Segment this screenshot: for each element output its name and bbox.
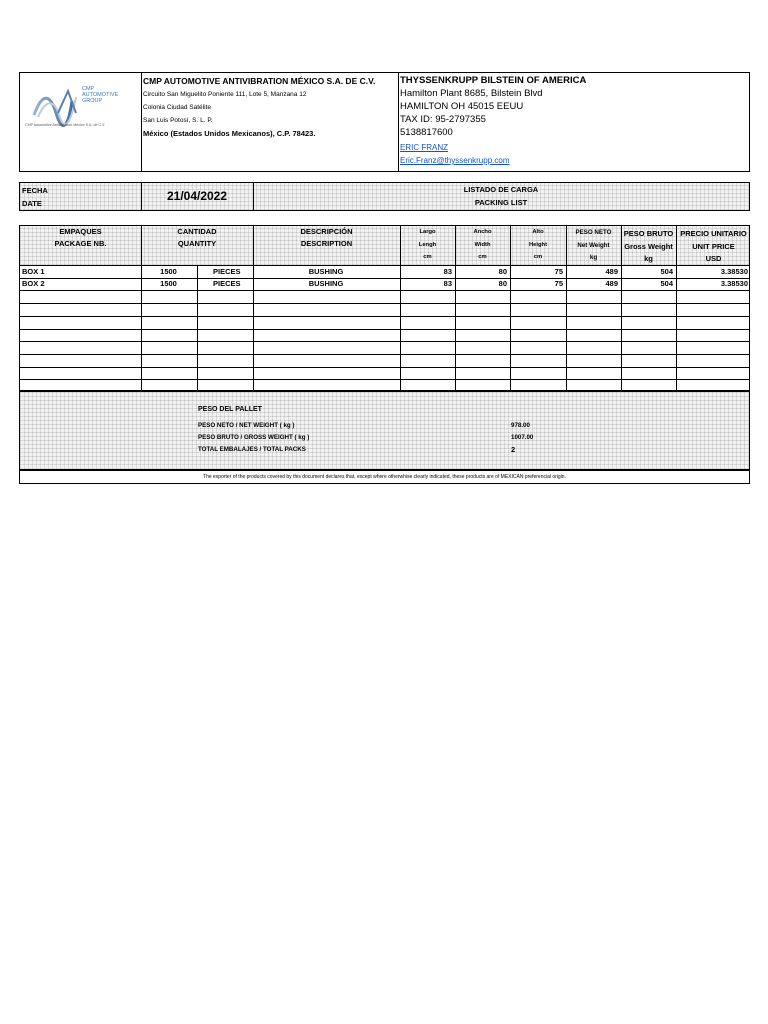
receiver-phone: 5138817600 [400, 127, 453, 138]
date-value [141, 183, 254, 210]
cell-net: 489 [605, 266, 618, 276]
column-header-text: CANTIDAD [177, 227, 217, 236]
date-label-es: FECHA [22, 186, 48, 195]
column-header [253, 226, 400, 265]
column-header-text: kg [589, 254, 598, 261]
date-label-en: DATE [22, 199, 42, 208]
totals-title: PESO DEL PALLET [198, 406, 262, 413]
cell-price: 3.38530 [720, 266, 748, 276]
cell-unit: PIECES [213, 266, 241, 276]
column-header-text: PESO BRUTO [623, 229, 674, 238]
receiver-address [398, 73, 749, 171]
column-header-text: Width [474, 241, 491, 248]
row-divider [20, 354, 749, 355]
column-header [676, 226, 751, 265]
cell-length: 83 [443, 279, 452, 289]
column-header-text: DESCRIPCIÓN [300, 227, 353, 236]
header-block [19, 72, 750, 172]
column-header-text: PRECIO UNITARIO [680, 229, 747, 238]
cell-width: 80 [498, 279, 507, 289]
row-divider [20, 367, 749, 368]
cell-height: 75 [554, 266, 563, 276]
column-header-text: cm [478, 254, 487, 260]
items-table [19, 225, 750, 391]
column-header-text: Net Weight [577, 241, 610, 249]
sender-address-line: México (Estados Unidos Mexicanos), C.P. 78423. [143, 129, 316, 138]
document-title [253, 183, 749, 210]
column-header [400, 226, 455, 265]
company-logo [20, 73, 142, 171]
column-header-text: PESO NETO [575, 229, 612, 236]
receiver-address-line: Hamilton Plant 8685, Bilstein Blvd [400, 88, 543, 99]
column-header [455, 226, 510, 265]
row-divider [20, 341, 749, 342]
cell-package: BOX 2 [22, 279, 45, 289]
total-packs-value: 2 [511, 445, 516, 454]
sender-name: CMP AUTOMOTIVE ANTIVIBRATION MÉXICO S.A. DE C.V. [143, 76, 376, 86]
cell-gross: 504 [660, 279, 673, 289]
row-divider [20, 329, 749, 330]
column-header-text: cm [423, 254, 432, 260]
sender-address [141, 73, 399, 171]
document-title-en: PACKING LIST [474, 198, 528, 207]
column-header-text: PACKAGE NB. [54, 239, 107, 248]
sender-address-line: Circuito San Miguelito Poniente 111, Lote 5, Manzana 12 [143, 91, 307, 98]
row-divider [20, 316, 749, 317]
cell-package: BOX 1 [22, 266, 45, 276]
totals-block [19, 391, 750, 470]
column-header [510, 226, 566, 265]
receiver-name: THYSSENKRUPP BILSTEIN OF AMERICA [400, 75, 587, 86]
document-title-es: LISTADO DE CARGA [463, 185, 539, 194]
date-value-text: 21/04/2022 [166, 189, 228, 203]
column-header [621, 226, 676, 265]
gross-weight-label: PESO BRUTO / GROSS WEIGHT ( kg ) [198, 434, 310, 441]
net-weight-value: 978.00 [511, 422, 530, 429]
origin-declaration [19, 470, 750, 484]
cell-height: 75 [554, 279, 563, 289]
logo-caption: CMP Automotive Antivibration México S.A. de C.V. [25, 123, 106, 127]
gross-weight-value: 1007.00 [511, 434, 534, 441]
net-weight-label: PESO NETO / NET WEIGHT ( kg ) [198, 422, 295, 429]
column-header [20, 226, 141, 265]
column-header-text: Lengh [418, 241, 437, 248]
logo-text-line: CMP [82, 86, 95, 92]
receiver-address-line: HAMILTON OH 45015 EEUU [400, 101, 524, 112]
column-header-text: UNIT PRICE [692, 241, 735, 251]
column-divider [197, 265, 198, 390]
date-label [20, 183, 142, 210]
total-packs-label: TOTAL EMBALAJES / TOTAL PACKS [198, 446, 306, 453]
sender-address-line: San Luis Potosí, S. L. P. [143, 117, 213, 124]
row-divider [20, 290, 749, 291]
row-divider [20, 379, 749, 380]
column-header-text: EMPAQUES [59, 227, 102, 236]
logo-text [82, 86, 118, 104]
receiver-email-link[interactable]: Eric.Franz@thyssenkrupp.com [400, 156, 510, 165]
cell-length: 83 [443, 266, 452, 276]
column-header-text: USD [705, 254, 722, 263]
cell-width: 80 [498, 266, 507, 276]
row-divider [20, 303, 749, 304]
column-header [566, 226, 621, 265]
cell-unit: PIECES [213, 279, 241, 289]
cell-price: 3.38530 [720, 279, 748, 289]
logo-text-line: AUTOMOTIVE [82, 92, 119, 98]
cell-desc: BUSHING [308, 279, 344, 289]
sender-address-line: Colonia Ciudad Satélite [143, 104, 211, 111]
column-header-text: Gross Weight [624, 241, 673, 251]
logo-text-line: GROUP [82, 98, 103, 104]
receiver-contact-link[interactable]: ERIC FRANZ [400, 143, 448, 152]
column-header [141, 226, 253, 265]
column-header-text: DESCRIPTION [300, 239, 353, 248]
column-header-text: Ancho [473, 229, 492, 235]
column-header-text: kg [644, 254, 653, 263]
cell-qty: 1500 [160, 279, 177, 289]
column-header-text: QUANTITY [177, 239, 217, 248]
column-header-text: Alto [532, 229, 544, 235]
date-block [19, 182, 750, 211]
column-header-text: Largo [419, 229, 436, 235]
column-header-text: Height [528, 241, 548, 248]
origin-declaration-text: The exporter of the products covered by this document declares that, except where otherwhise clearly indicated, these products are of MEXICAN preferencial origin. [203, 474, 566, 480]
cell-qty: 1500 [160, 266, 177, 276]
cell-net: 489 [605, 279, 618, 289]
cell-desc: BUSHING [308, 266, 344, 276]
cell-gross: 504 [660, 266, 673, 276]
column-header-text: cm [533, 254, 543, 260]
receiver-tax-id: TAX ID: 95-2797355 [400, 114, 486, 125]
